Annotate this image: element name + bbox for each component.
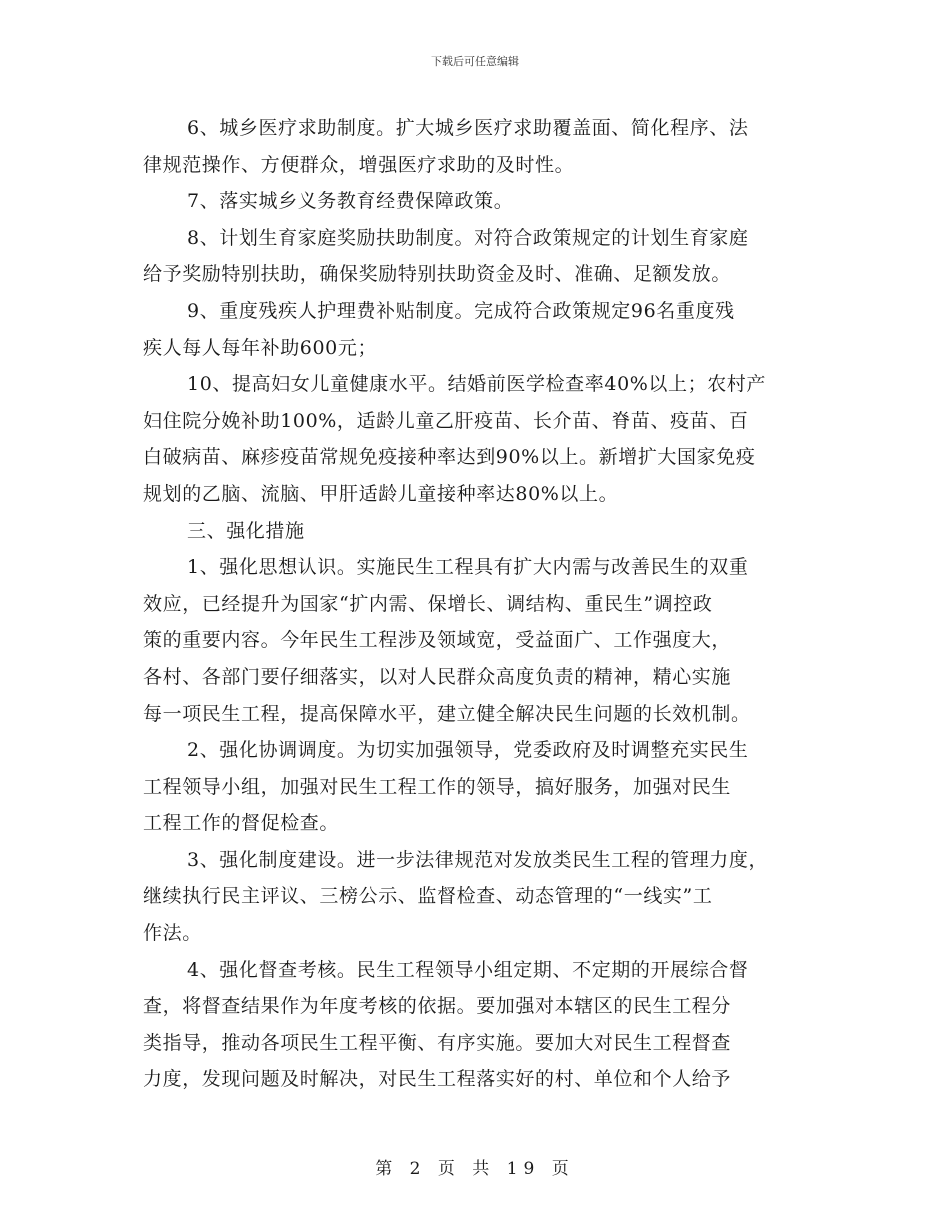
text-line: 6、城乡医疗求助制度。扩大城乡医疗求助覆盖面、简化程序、法: [187, 117, 749, 139]
text-line: 力度，发现问题及时解决，对民生工程落实好的村、单位和个人给予: [143, 1068, 732, 1091]
text-line: 作法。: [143, 922, 202, 945]
text-line: 规划的乙脑、流脑、甲肝适龄儿童接种率达80%以上。: [143, 482, 619, 505]
text-line: 每一项民生工程，提高保障水平，建立健全解决民生问题的长效机制。: [143, 702, 751, 725]
text-line: 继续执行民主评议、三榜公示、监督检查、动态管理的“一线实”工: [143, 885, 713, 908]
text-line: 妇住院分娩补助100%，适龄儿童乙肝疫苗、长介苗、脊苗、疫苗、百: [143, 409, 749, 432]
text-line: 2、强化协调调度。为切实加强领导，党委政府及时调整充实民生: [187, 739, 749, 762]
text-line: 三、强化措施: [187, 519, 305, 542]
page-footer: 第 2 页 共 19 页: [375, 1159, 575, 1179]
page-header: 下载后可任意编辑: [431, 55, 519, 68]
text-line: 类指导，推动各项民生工程平衡、有序实施。要加大对民生工程督查: [143, 1031, 732, 1054]
text-line: 律规范操作、方便群众，增强医疗求助的及时性。: [143, 153, 575, 176]
text-line: 给予奖励特别扶助，确保奖励特别扶助资金及时、准确、足额发放。: [143, 263, 732, 286]
text-line: 查，将督查结果作为年度考核的依据。要加强对本辖区的民生工程分: [143, 995, 732, 1018]
text-line: 工程工作的督促检查。: [143, 812, 340, 835]
text-line: 工程领导小组，加强对民生工程工作的领导，搞好服务，加强对民生: [143, 775, 732, 798]
text-line: 3、强化制度建设。进一步法律规范对发放类民生工程的管理力度，: [187, 848, 769, 871]
text-line: 10、提高妇女儿童健康水平。结婚前医学检查率40%以上；农村产: [187, 373, 767, 396]
text-line: 4、强化督查考核。民生工程领导小组定期、不定期的开展综合督: [187, 958, 749, 981]
text-line: 疾人每人每年补助600元；: [143, 336, 378, 359]
text-line: 8、计划生育家庭奖励扶助制度。对符合政策规定的计划生育家庭: [187, 226, 749, 249]
text-line: 各村、各部门要仔细落实，以对人民群众高度负责的精神，精心实施: [143, 665, 732, 688]
text-line: 7、落实城乡义务教育经费保障政策。: [187, 190, 514, 213]
text-line: 白破病苗、麻疹疫苗常规免疫接种率达到90%以上。新增扩大国家免疫: [143, 446, 756, 469]
text-line: 策的重要内容。今年民生工程涉及领域宽，受益面广、工作强度大，: [143, 629, 732, 652]
text-line: 1、强化思想认识。实施民生工程具有扩大内需与改善民生的双重: [187, 556, 749, 579]
text-line: 效应，已经提升为国家“扩内需、保增长、调结构、重民生”调控政: [143, 592, 713, 615]
document-body: [143, 110, 815, 1098]
text-line: 9、重度残疾人护理费补贴制度。完成符合政策规定96名重度残: [187, 299, 735, 322]
